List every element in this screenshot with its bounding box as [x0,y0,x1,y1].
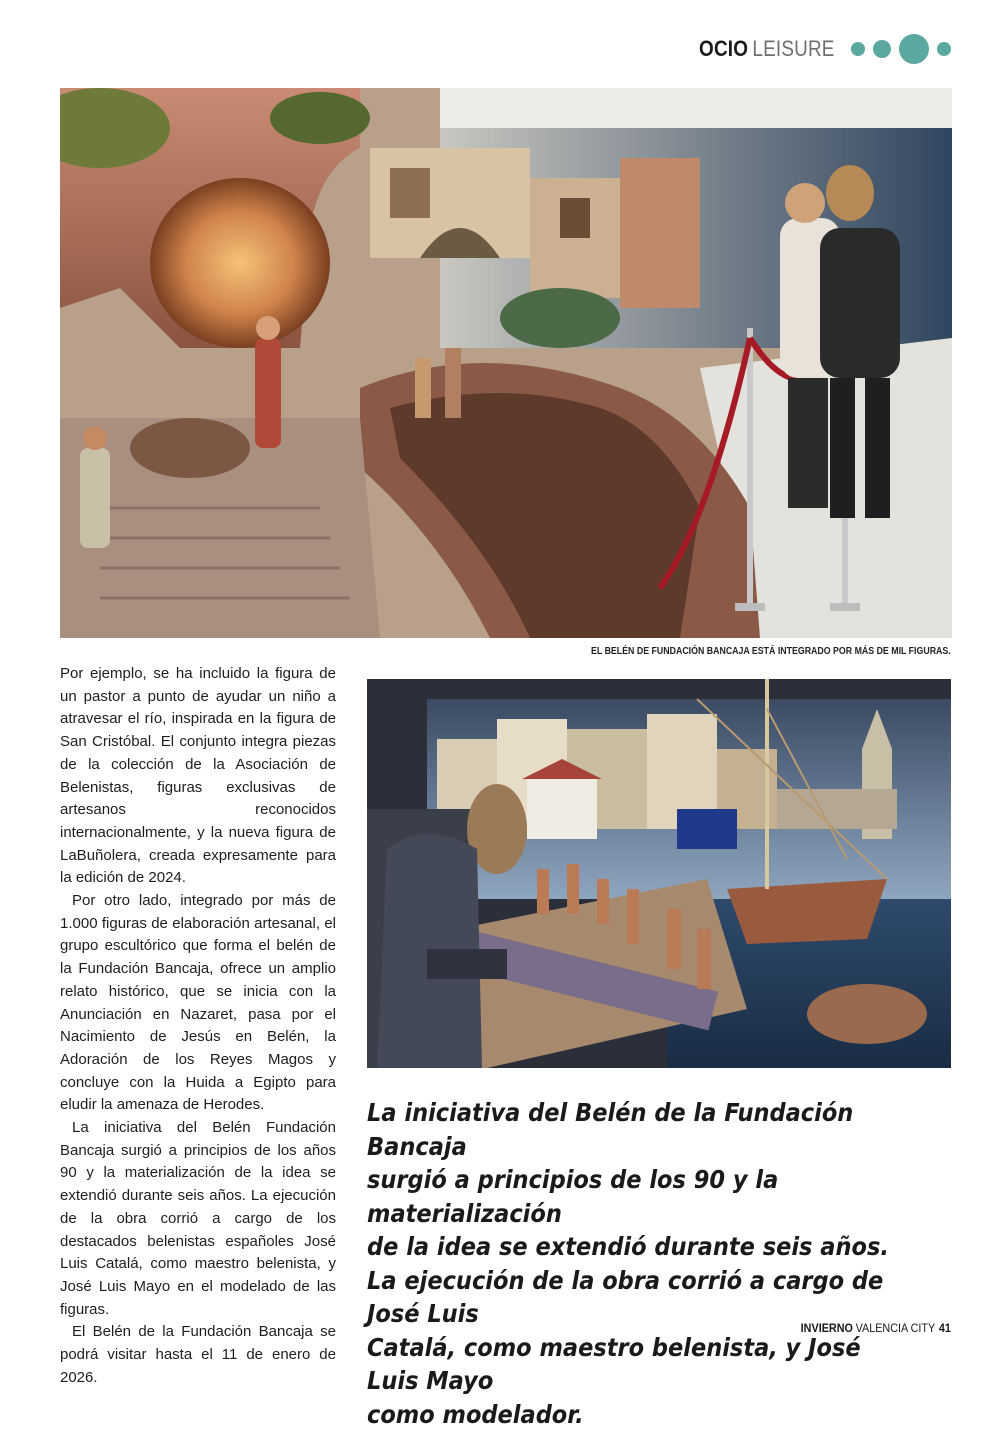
pull-quote-line: surgió a principios de los 90 y la materialización [367,1163,907,1230]
dot-icon [937,42,951,56]
pull-quote-line: Catalá, como maestro belenista, y José Luis Mayo [367,1331,907,1398]
pull-quote-line: de la idea se extendió durante seis años. [367,1230,907,1264]
nativity-scene-image [60,88,952,638]
dot-icon [899,34,929,64]
page-footer [801,1321,951,1335]
page-number: 41 [939,1321,951,1335]
pull-quote-line: como modelador. [367,1398,907,1431]
footer-magazine: VALENCIA CITY [856,1321,936,1335]
body-paragraph: Por ejemplo, se ha incluido la figura de un pastor a punto de ayudar un niño a atravesar el río, inspirada en la figura de San Cristóbal. El conjunto integra piezas de la colección de la Asociación de Belenistas, figuras exclusivas de artesanos reconocidos internacionalmente, y la nueva figura de LaBuñolera, creada expresamente para la edición de 2024. [60,663,336,890]
harbor-scene-image [367,679,951,1068]
section-header [677,34,951,64]
photo-caption: EL BELÉN DE FUNDACIÓN BANCAJA ESTÁ INTEGRADO POR MÁS DE MIL FIGURAS. [591,646,951,657]
pull-quote [367,1096,907,1431]
body-paragraph: El Belén de la Fundación Bancaja se podrá visitar hasta el 11 de enero de 2026. [60,1321,336,1389]
section-title [699,36,835,62]
body-paragraph: La iniciativa del Belén Fundación Bancaja surgió a principios de los años 90 y la materialización de la idea se extendió durante seis años. La ejecución de la obra corrió a cargo de los destacados belenistas españoles José Luis Catalá, como maestro belenista, y José Luis Mayo en el modelado de las figuras. [60,1117,336,1321]
footer-season: INVIERNO [801,1321,853,1335]
body-paragraph: Por otro lado, integrado por más de 1.000 figuras de elaboración artesanal, el grupo escultórico que forma el belén de la Fundación Bancaja, ofrece un amplio relato histórico, que se inicia con la Anunciación en Nazaret, pasa por el Nacimiento de Jesús en Belén, la Adoración de los Reyes Magos y concluye con la Huida a Egipto para eludir la amenaza de Herodes. [60,890,336,1117]
section-title-light: LEISURE [753,36,835,61]
dot-icon [851,42,865,56]
article-body [60,663,336,1390]
dot-icon [873,40,891,58]
top-photo [60,88,952,638]
section-title-strong: OCIO [699,36,748,61]
middle-photo [367,679,951,1068]
pull-quote-line: La ejecución de la obra corrió a cargo de José Luis [367,1264,907,1331]
pull-quote-line: La iniciativa del Belén de la Fundación Bancaja [367,1096,907,1163]
decorative-dots-icon [843,34,951,64]
